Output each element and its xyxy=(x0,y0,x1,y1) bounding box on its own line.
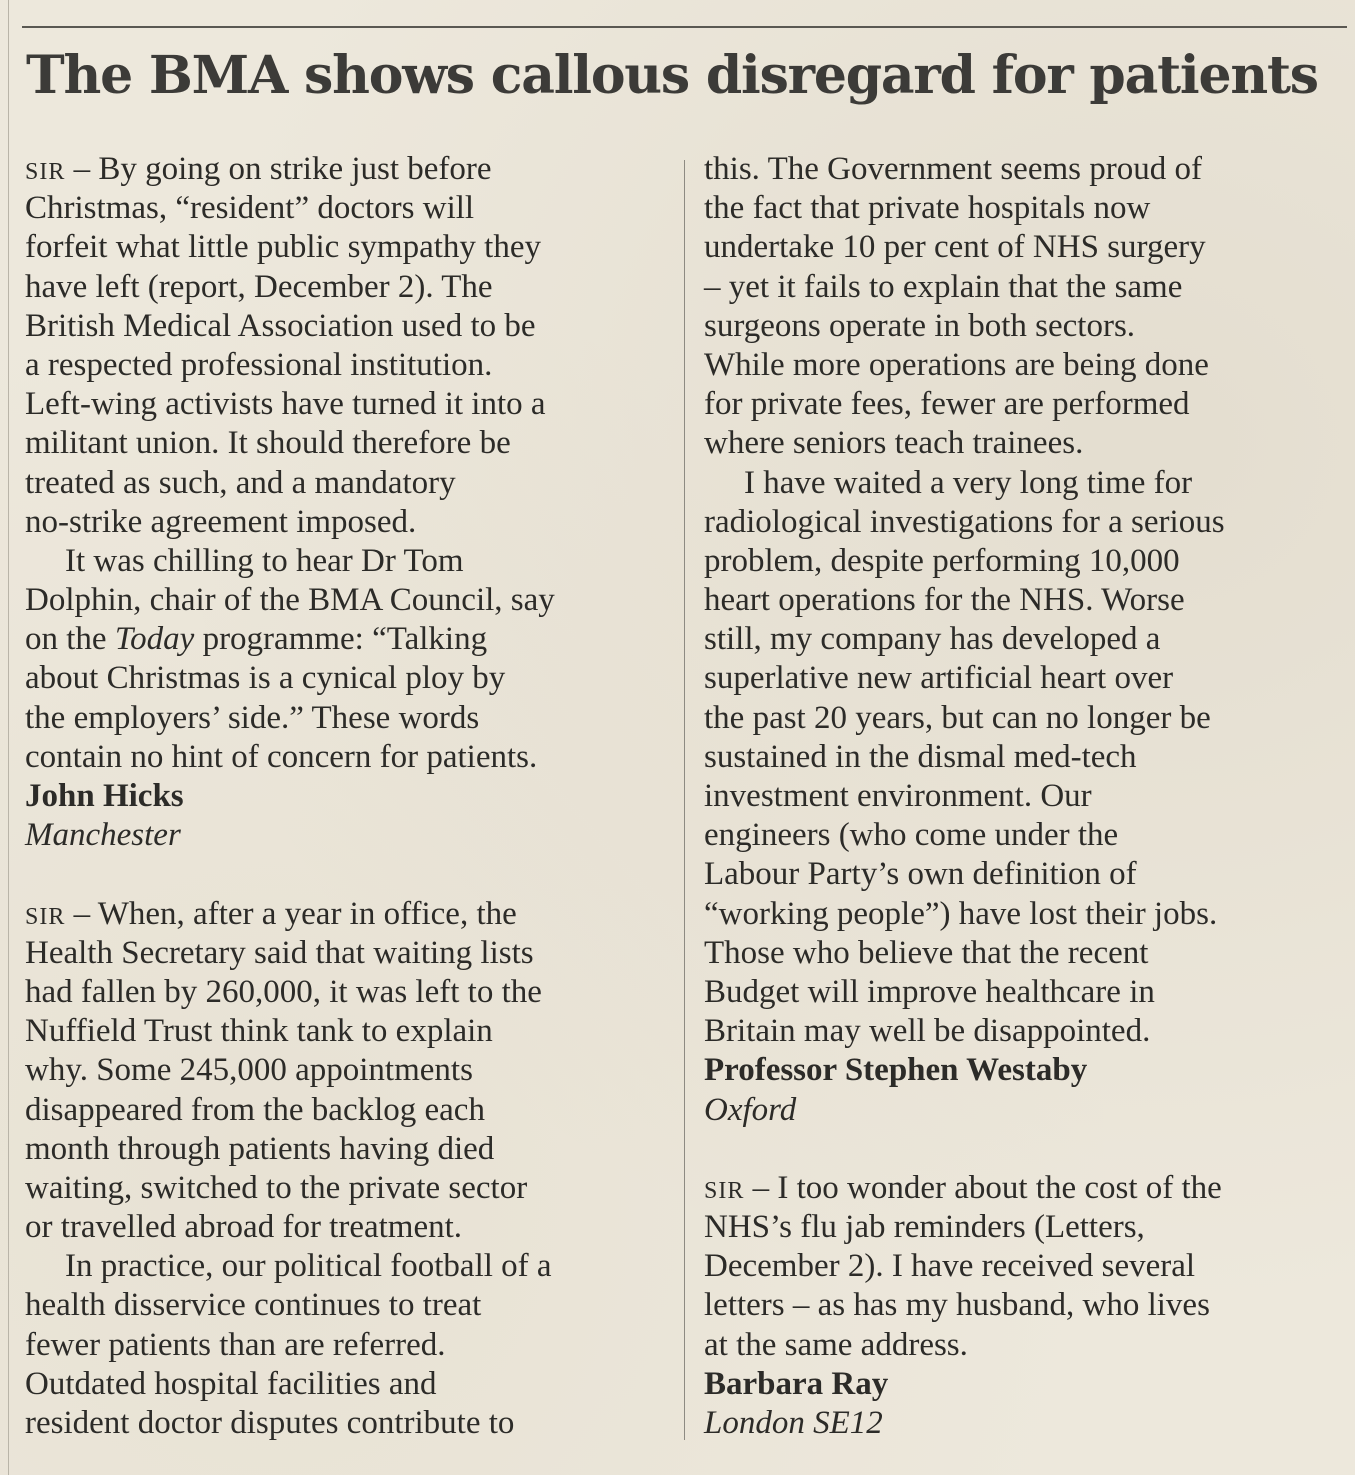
letter-line: Labour Party’s own definition of xyxy=(704,856,1137,893)
headline: The BMA shows callous disregard for patients xyxy=(26,45,1318,106)
letter-line: SIR – I too wonder about the cost of the xyxy=(704,1169,1222,1206)
letter-line: sustained in the dismal med-tech xyxy=(704,738,1137,775)
letter-line: contain no hint of concern for patients. xyxy=(25,738,538,775)
letter-line: about Christmas is a cynical ploy by xyxy=(25,660,506,697)
column-right xyxy=(704,150,1344,1443)
letter-line: or travelled abroad for treatment. xyxy=(25,1209,463,1246)
letter-line: this. The Government seems proud of xyxy=(704,151,1202,187)
letter-line: Britain may well be disappointed. xyxy=(704,1013,1151,1050)
top-rule xyxy=(22,26,1347,28)
letter-line: Budget will improve healthcare in xyxy=(704,973,1155,1010)
letter-line: month through patients having died xyxy=(25,1130,495,1167)
letter-line: – yet it fails to explain that the same xyxy=(704,268,1183,305)
letter-line: a respected professional institution. xyxy=(25,346,493,383)
letter-line: Left-wing activists have turned it into a xyxy=(25,386,546,423)
letter-line: forfeit what little public sympathy they xyxy=(25,229,541,266)
letter-line: SIR – By going on strike just before xyxy=(25,151,492,187)
letter-spacer xyxy=(704,1130,1344,1169)
letter-line: Christmas, “resident” doctors will xyxy=(25,190,475,227)
programme-name: Today xyxy=(114,621,195,658)
letter-line: no-strike agreement imposed. xyxy=(25,503,417,540)
letter-line: where seniors teach trainees. xyxy=(704,425,1084,462)
letter-line: still, my company has developed a xyxy=(704,621,1161,658)
letter-line: In practice, our political football of a xyxy=(65,1248,552,1285)
letter-line: Health Secretary said that waiting lists xyxy=(25,934,534,971)
letter-place: Oxford xyxy=(704,1091,797,1128)
clipping-left-edge xyxy=(8,0,9,1475)
letter-line: December 2). I have received several xyxy=(704,1248,1196,1285)
letter-line: surgeons operate in both sectors. xyxy=(704,307,1136,344)
letter-line: I have waited a very long time for xyxy=(744,464,1193,501)
letter-author: Barbara Ray xyxy=(704,1365,889,1402)
column-divider xyxy=(684,160,685,1440)
letter-author: John Hicks xyxy=(25,778,184,814)
letter-spacer xyxy=(25,855,675,894)
letter-line: NHS’s flu jab reminders (Letters, xyxy=(704,1209,1145,1246)
letter-line: militant union. It should therefore be xyxy=(25,425,511,462)
letter-line: While more operations are being done xyxy=(704,346,1209,383)
letter-line: Nuffield Trust think tank to explain xyxy=(25,1013,493,1050)
letter-line: waiting, switched to the private sector xyxy=(25,1169,528,1206)
letter-line: the fact that private hospitals now xyxy=(704,190,1151,227)
letter-line: engineers (who come under the xyxy=(704,817,1119,854)
letter-line: resident doctor disputes contribute to xyxy=(25,1405,515,1441)
letter-line: for private fees, fewer are performed xyxy=(704,386,1190,423)
letter-place: London SE12 xyxy=(704,1405,883,1441)
letter-line: “working people”) have lost their jobs. xyxy=(704,895,1218,932)
letter-line: the past 20 years, but can no longer be xyxy=(704,699,1211,736)
letter-line: had fallen by 260,000, it was left to the xyxy=(25,973,542,1010)
sir-label: SIR xyxy=(704,1177,745,1204)
letter-line: problem, despite performing 10,000 xyxy=(704,542,1180,579)
letter-line: on the Today programme: “Talking xyxy=(25,621,488,658)
letter-line: Dolphin, chair of the BMA Council, say xyxy=(25,582,555,619)
column-left xyxy=(25,150,675,1443)
letter-line: treated as such, and a mandatory xyxy=(25,464,456,501)
letter-line: disappeared from the backlog each xyxy=(25,1091,485,1128)
sir-label: SIR xyxy=(25,903,66,930)
letter-2-continued xyxy=(704,150,1344,1130)
letter-line: Those who believe that the recent xyxy=(704,934,1149,971)
letter-line: have left (report, December 2). The xyxy=(25,268,493,305)
letter-line: SIR – When, after a year in office, the xyxy=(25,895,517,932)
letter-line: heart operations for the NHS. Worse xyxy=(704,582,1185,619)
letter-line: radiological investigations for a serious xyxy=(704,503,1225,540)
letter-line: fewer patients than are referred. xyxy=(25,1326,446,1363)
letter-author: Professor Stephen Westaby xyxy=(704,1052,1088,1089)
letter-line: letters – as has my husband, who lives xyxy=(704,1287,1210,1324)
letter-line: the employers’ side.” These words xyxy=(25,699,480,736)
sir-label: SIR xyxy=(25,159,66,185)
letter-line: Outdated hospital facilities and xyxy=(25,1365,437,1402)
letter-line: British Medical Association used to be xyxy=(25,307,536,344)
letter-2 xyxy=(25,895,675,1444)
letter-line: undertake 10 per cent of NHS surgery xyxy=(704,229,1206,266)
letter-line: superlative new artificial heart over xyxy=(704,660,1174,697)
letter-line: It was chilling to hear Dr Tom xyxy=(65,542,464,579)
letter-line: why. Some 245,000 appointments xyxy=(25,1052,473,1089)
letter-line: at the same address. xyxy=(704,1326,968,1363)
letter-1 xyxy=(25,150,675,855)
letter-line: investment environment. Our xyxy=(704,778,1092,814)
letter-3 xyxy=(704,1169,1344,1443)
letter-place: Manchester xyxy=(25,817,181,854)
letter-line: health disservice continues to treat xyxy=(25,1287,482,1324)
